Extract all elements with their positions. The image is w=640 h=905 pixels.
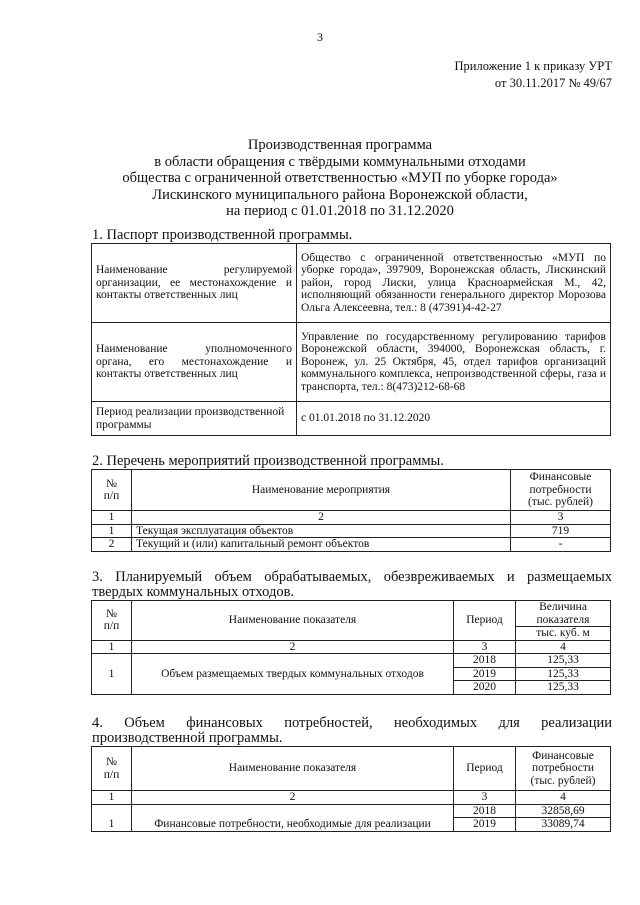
title-line-2: в области обращения с твёрдыми коммунальными отходами (154, 153, 526, 170)
table-row (92, 804, 611, 818)
header-num: № п/п (92, 601, 132, 641)
finance-value: 32858,69 (516, 804, 611, 818)
table-header-row (92, 747, 611, 791)
indicator-value: 125,33 (516, 654, 611, 668)
period-year: 2019 (454, 818, 516, 832)
appendix-note (455, 58, 613, 92)
passport-label: Наименование уполномоченного органа, его местонахождение и контакты ответственных лиц (92, 323, 297, 402)
header-period: Период (454, 601, 516, 641)
document-title (70, 137, 610, 220)
col-number: 2 (132, 640, 454, 654)
indicator-name: Финансовые потребности, необходимые для реализации (132, 804, 454, 831)
header-period: Период (454, 747, 516, 791)
finance-value: 33089,74 (516, 818, 611, 832)
row-num: 1 (92, 524, 132, 538)
passport-value: с 01.01.2018 по 31.12.2020 (297, 402, 611, 436)
title-line-4: Лискинского муниципального района Воронежской области, (152, 186, 528, 203)
row-num: 1 (92, 654, 132, 695)
header-unit: тыс. куб. м (516, 627, 611, 641)
appendix-line-2: от 30.11.2017 № 49/67 (494, 76, 612, 90)
waste-volume-table (91, 600, 611, 695)
header-finance: Финансовые потребности (тыс. рублей) (511, 470, 611, 511)
col-number: 1 (92, 791, 132, 805)
column-number-row (92, 791, 611, 805)
table-header-row (92, 470, 611, 511)
col-number: 2 (132, 791, 454, 805)
col-number: 2 (132, 511, 511, 525)
indicator-name: Объем размещаемых твердых коммунальных отходов (132, 654, 454, 695)
period-year: 2019 (454, 667, 516, 681)
column-number-row (92, 640, 611, 654)
col-number: 4 (516, 791, 611, 805)
page-number: 3 (317, 30, 323, 44)
section-1-heading: 1. Паспорт производственной программы. (92, 227, 353, 243)
col-number: 3 (511, 511, 611, 525)
appendix-line-1: Приложение 1 к приказу УРТ (454, 59, 612, 73)
header-name: Наименование показателя (132, 601, 454, 641)
table-row (92, 323, 611, 402)
section-2-heading: 2. Перечень мероприятий производственной программы. (92, 453, 444, 469)
title-line-1: Производственная программа (247, 137, 433, 153)
header-finance: Финансовые потребности (тыс. рублей) (516, 747, 611, 791)
section-3-heading-line-1: 3. Планируемый объем обрабатываемых, обезвреживаемых и размещаемых (92, 569, 612, 585)
row-num: 2 (92, 538, 132, 552)
table-row (92, 244, 611, 323)
indicator-value: 125,33 (516, 681, 611, 695)
section-3-heading-line-2: твердых коммунальных отходов. (92, 584, 295, 600)
period-year: 2020 (454, 681, 516, 695)
col-number: 4 (516, 640, 611, 654)
table-row (92, 524, 611, 538)
table-header-row (92, 601, 611, 627)
column-number-row (92, 511, 611, 525)
col-number: 3 (454, 640, 516, 654)
activity-name: Текущая эксплуатация объектов (132, 524, 511, 538)
col-number: 3 (454, 791, 516, 805)
table-row (92, 538, 611, 552)
section-4-heading-line-1: 4. Объем финансовых потребностей, необходимых для реализации (92, 715, 612, 731)
indicator-value: 125,33 (516, 667, 611, 681)
period-year: 2018 (454, 804, 516, 818)
passport-value: Управление по государственному регулированию тарифов Воронежской области, 394000, Воронежская область, г. Воронеж, ул. 25 Октября, 45, отдел тарифов организаций коммунального комплекса, непроизводственной сферы, газа и транспорта, тел.: 8(473)212-68-68 (297, 323, 611, 402)
passport-label: Период реализации производственной программы (92, 402, 297, 436)
title-line-3: общества с ограниченной ответственностью «МУП по уборке города» (122, 170, 558, 186)
financial-needs-table (91, 746, 611, 832)
activity-name: Текущий и (или) капитальный ремонт объектов (132, 538, 511, 552)
table-row (92, 654, 611, 668)
passport-label: Наименование регулируемой организации, ее местонахождение и контакты ответственных лиц (92, 244, 297, 323)
section-4-heading-line-2: производственной программы. (92, 730, 283, 746)
header-name: Наименование мероприятия (132, 470, 511, 511)
header-num: № п/п (92, 470, 132, 511)
table-row (92, 402, 611, 436)
period-year: 2018 (454, 654, 516, 668)
col-number: 1 (92, 511, 132, 525)
header-name: Наименование показателя (132, 747, 454, 791)
passport-table (91, 243, 611, 436)
header-value: Величина показателя (516, 601, 611, 627)
activity-value: - (511, 538, 611, 552)
row-num: 1 (92, 804, 132, 831)
header-num: № п/п (92, 747, 132, 791)
activities-table (91, 469, 611, 552)
passport-value: Общество с ограниченной ответственностью «МУП по уборке города», 397909, Воронежская область, Лискинский район, город Лиски, улица Красноармейская М., 42, исполняющий обязанности генерального директор Морозова Ольга Алексеевна, тел.: 8 (47391)4-42-27 (297, 244, 611, 323)
activity-value: 719 (511, 524, 611, 538)
col-number: 1 (92, 640, 132, 654)
title-line-5: на период с 01.01.2018 по 31.12.2020 (226, 203, 454, 219)
